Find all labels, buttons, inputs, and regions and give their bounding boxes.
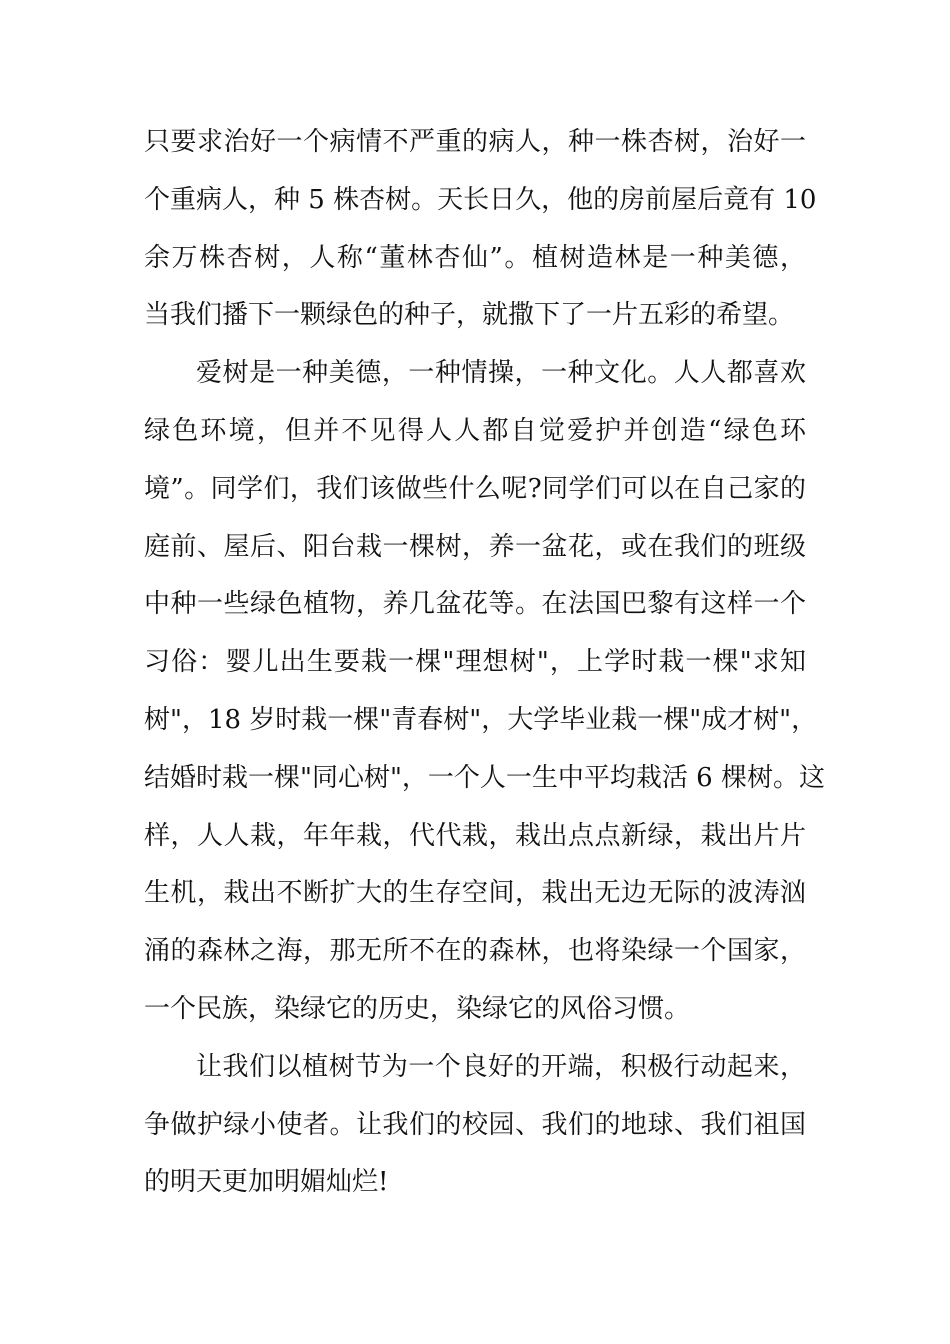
body-text — [144, 114, 825, 1212]
text-line: 结婚时栽一棵"同心树"，一个人一生中平均栽活 6 棵树。这 — [144, 762, 825, 793]
text-line: 的明天更加明媚灿烂! — [144, 1167, 389, 1198]
text-line: 一个民族，染绿它的历史，染绿它的风俗习惯。 — [144, 993, 691, 1024]
text-line: 当我们播下一颗绿色的种子，就撒下了一片五彩的希望。 — [144, 300, 795, 331]
text-line: 只要求治好一个病情不严重的病人，种一株杏树，治好一 — [144, 127, 806, 157]
text-line: 境”。同学们，我们该做些什么呢?同学们可以在自己家的 — [144, 473, 806, 504]
text-line: 树"，18 岁时栽一棵"青春树"，大学毕业栽一棵"成才树"， — [144, 704, 818, 735]
text-line: 绿色环境，但并不见得人人都自觉爱护并创造“绿色环 — [144, 415, 806, 446]
text-line: 中种一些绿色植物，养几盆花等。在法国巴黎有这样一个 — [144, 589, 806, 620]
text-line: 余万株杏树，人称“董林杏仙”。植树造林是一种美德， — [144, 242, 806, 273]
text-line: 争做护绿小使者。让我们的校园、我们的地球、我们祖国 — [144, 1109, 806, 1140]
text-line: 样，人人栽，年年栽，代代栽，栽出点点新绿，栽出片片 — [144, 820, 806, 851]
text-line: 涌的森林之海，那无所不在的森林，也将染绿一个国家， — [144, 936, 806, 967]
text-line: 爱树是一种美德，一种情操，一种文化。人人都喜欢 — [196, 358, 806, 389]
text-line: 习俗：婴儿出生要栽一棵"理想树"，上学时栽一棵"求知 — [144, 647, 806, 678]
text-line: 让我们以植树节为一个良好的开端，积极行动起来， — [196, 1051, 806, 1082]
text-line: 个重病人，种 5 株杏树。天长日久，他的房前屋后竟有 10 — [144, 184, 817, 215]
text-line: 庭前、屋后、阳台栽一棵树，养一盆花，或在我们的班级 — [144, 531, 806, 562]
text-line: 生机，栽出不断扩大的生存空间，栽出无边无际的波涛汹 — [144, 878, 806, 909]
